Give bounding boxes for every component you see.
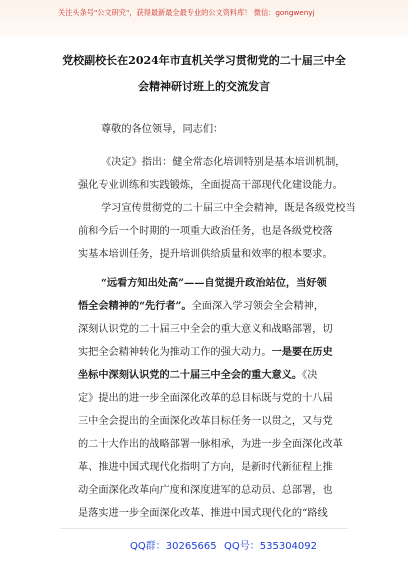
paragraph-line: 实基本培训任务，提升培训供给质量和效率的根本要求。	[78, 249, 333, 260]
paragraph-text: 实把全会精神转化为推动工作的强大动力。	[78, 347, 272, 358]
emphasis-text: 一是要在历史	[271, 346, 333, 358]
section-heading-line-2: 悟全会精神的“先行者”。	[78, 300, 192, 312]
banner-text: 关注头条号"公文研究"，获得最新最全最专业的公文资料库！ 微信：gongwenyj	[58, 8, 315, 17]
paragraph-line: 是落实进一步全面深化改革、推进中国式现代化的“路线	[78, 508, 328, 519]
paragraph-text: 全面深入学习领会全会精神，	[191, 301, 325, 312]
paragraph-line: 《决定》指出：健全常态化培训特别是基本培训机制，	[101, 157, 346, 168]
paragraph-text: 《决	[302, 370, 318, 381]
footer-divider	[60, 528, 348, 529]
paragraph-line: 深刻认识党的二十届三中全会的重大意义和战略部署，切	[78, 324, 333, 335]
paragraph-line: 革、推进中国式现代化指明了方向，是新时代新征程上推	[78, 462, 333, 473]
paragraph-line	[78, 297, 324, 312]
greeting: 尊敬的各位领导，同志们：	[101, 124, 224, 135]
emphasis-text: 坐标中深刻认识党的二十届三中全会的重大意义。	[78, 369, 303, 381]
paragraph-line	[78, 366, 317, 381]
paragraph-line: 的二十大作出的战略部署一脉相承，为进一步全面深化改革	[78, 439, 343, 450]
footer-qq-group: QQ群：30265665	[130, 541, 217, 552]
document-title-line-1: 党校副校长在2024年市直机关学习贯彻党的二十届三中全	[62, 54, 346, 67]
section-heading-line-1: “远看方知出处高”——自觉提升政治站位，当好领	[101, 277, 327, 289]
footer-qq-number: QQ号：535304092	[224, 541, 318, 552]
paragraph-line	[78, 343, 333, 358]
paragraph-line: 学习宣传贯彻党的二十届三中全会精神，既是各级党校当	[101, 203, 356, 214]
paragraph-line: 定》提出的进一步全面深化改革的总目标既与党的十八届	[78, 393, 333, 404]
top-banner	[0, 0, 408, 36]
paragraph-line: 动全面深化改革向广度和深度进军的总动员、总部署，也	[78, 485, 333, 496]
paragraph-line: 三中全会提出的全面深化改革目标任务一以贯之，又与党	[78, 416, 333, 427]
paragraph-line: 强化专业训练和实践锻炼，全面提高干部现代化建设能力。	[78, 180, 343, 191]
paragraph-line: 前和今后一个时期的一项重大政治任务，也是各级党校落	[78, 226, 333, 237]
document-title-line-2: 会精神研讨班上的交流发言	[138, 80, 270, 93]
